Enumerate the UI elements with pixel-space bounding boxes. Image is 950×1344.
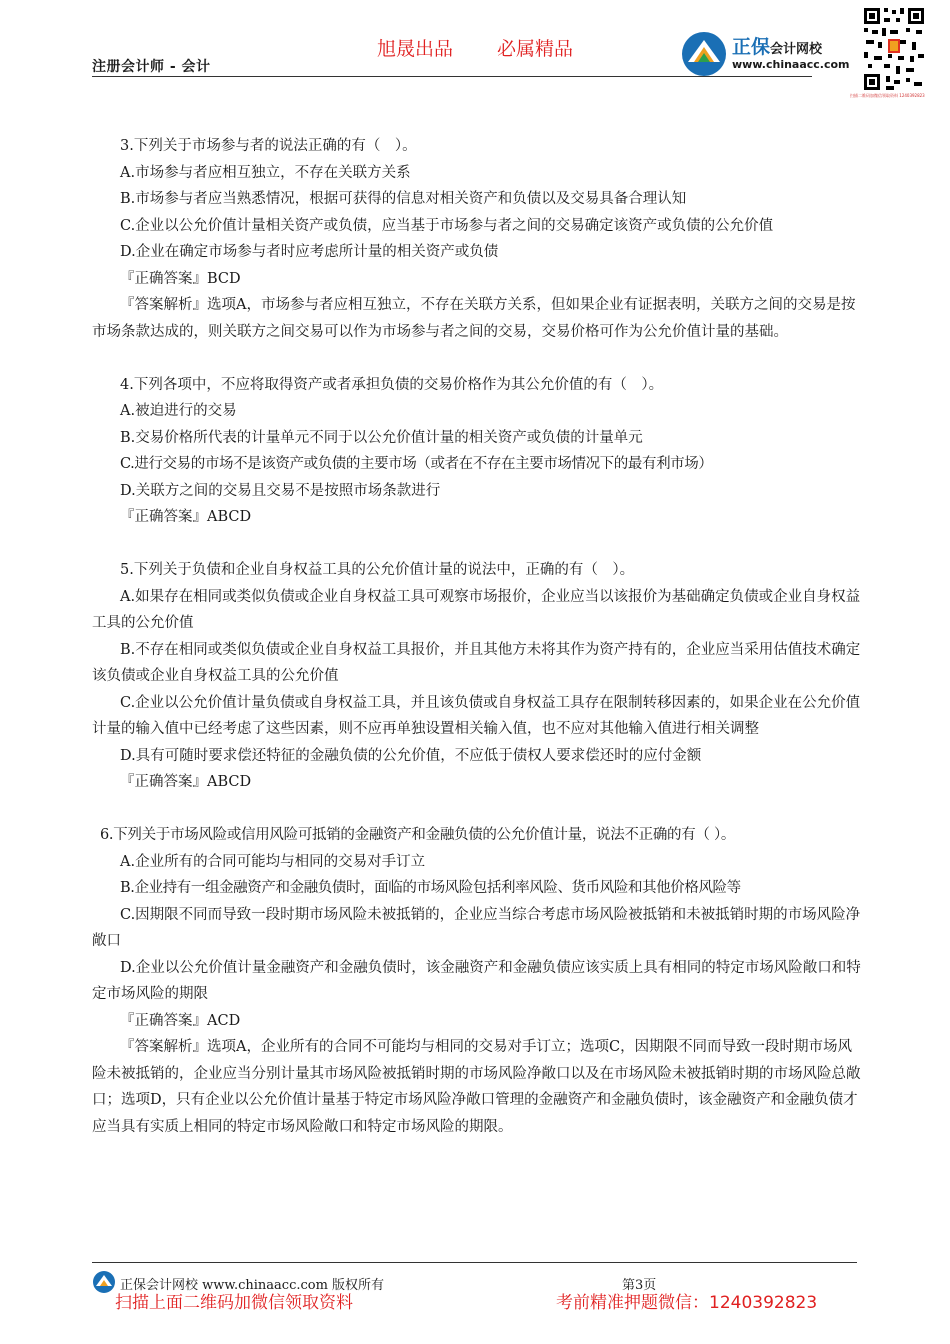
question-3-option-c: C.企业以公允价值计量相关资产或负债，应当基于市场参与者之间的交易确定该资产或负债的公允价值 [120, 217, 774, 234]
question-4-option-a: A.被迫进行的交易 [120, 403, 237, 419]
question-3-option-d: D.企业在确定市场参与者时应考虑所计量的相关资产或负债 [120, 244, 499, 260]
footer-promo-right: 考前精准押题微信：1240392823 [556, 1293, 818, 1313]
question-6-option-b: B.企业持有一组金融资产和金融负债时，面临的市场风险包括利率风险、货币风险和其他价格风险等 [120, 880, 741, 896]
question-3-option-b: B.市场参与者应当熟悉情况，根据可获得的信息对相关资产和负债以及交易具备合理认知 [120, 191, 687, 207]
question-4-option-c: C.进行交易的市场不是该资产或负债的主要市场（或者在不存在主要市场情况下的最有利市场） [120, 456, 713, 472]
logo-sub: 会计网校 [770, 42, 823, 57]
chinaacc-logo [680, 30, 860, 78]
question-5-option-c: C.企业以公允价值计量负债或自身权益工具，并且该负债或自身权益工具存在限制转移因素的，如果企业在公允价值计量的输入值中已经考虑了这些因素，则不应再单独设置相关输入值，也不应对其他输入值进行相关调整 [92, 694, 861, 737]
question-3-answer: 『正确答案』BCD [120, 270, 241, 287]
qr-caption: 扫描二维码加微信领取资料 1240392823 [850, 93, 925, 98]
header-subject-title: 注册会计师 - 会计 [92, 59, 211, 75]
question-5-answer: 『正确答案』ABCD [120, 774, 252, 790]
question-6-analysis: 『答案解析』选项A，企业所有的合同不可能均与相同的交易对手订立；选项C，因期限不同而导致一段时期市场风险未被抵销的，企业应当分别计量其市场风险被抵销时期的市场风险净敞口以及在市场风险未被抵销时期的市场风险总敞口；选项D，只有企业以公允价值计量基于特定市场风险净敞口管理的金融资产和金融负债时，该金融资产和金融负债才应当具有实质上相同的特定市场风险敞口和特定市场风险的期限。 [92, 1039, 861, 1135]
logo-name: 正保 [732, 36, 771, 58]
question-4-stem: 4.下列各项中，不应将取得资产或者承担负债的交易价格作为其公允价值的有（ ）。 [120, 376, 664, 393]
question-5-option-b: B.不存在相同或类似负债或企业自身权益工具报价，并且其他方未将其作为资产持有的，企业应当采用估值技术确定该负债或企业自身权益工具的公允价值 [92, 641, 861, 684]
question-4-option-d: D.关联方之间的交易且交易不是按照市场条款进行 [120, 482, 441, 499]
question-5-option-a: A.如果存在相同或类似负债或企业自身权益工具可观察市场报价，企业应当以该报价为基础确定负债或企业自身权益工具的公允价值 [92, 588, 861, 631]
question-5-stem: 5.下列关于负债和企业自身权益工具的公允价值计量的说法中，正确的有（ ）。 [120, 562, 635, 578]
question-3-stem: 3.下列关于市场参与者的说法正确的有（ ）。 [120, 138, 417, 154]
page-number: 第3页 [622, 1278, 657, 1293]
question-6-stem: 6.下列关于市场风险或信用风险可抵销的金融资产和金融负债的公允价值计量，说法不正确的有（ ）。 [100, 827, 736, 843]
footer-copyright: 正保会计网校 www.chinaacc.com 版权所有 [120, 1278, 385, 1293]
question-6-option-d: D.企业以公允价值计量金融资产和金融负债时，该金融资产和金融负债应该实质上具有相同的特定市场风险敞口和特定市场风险的期限 [92, 959, 861, 1002]
question-4-answer: 『正确答案』ABCD [120, 509, 252, 525]
question-6-answer: 『正确答案』ACD [120, 1012, 241, 1029]
question-6-option-a: A.企业所有的合同可能均与相同的交易对手订立 [120, 853, 426, 870]
logo-emblem-icon [680, 30, 728, 78]
question-4-option-b: B.交易价格所代表的计量单元不同于以公允价值计量的相关资产或负债的计量单元 [120, 429, 643, 446]
logo-title [732, 32, 822, 59]
footer-divider [92, 1262, 857, 1263]
logo-url: www.chinaacc.com [732, 58, 850, 71]
footer-promo-left: 扫描上面二维码加微信领取资料 [115, 1293, 353, 1313]
header-promo-right: 必属精品 [497, 38, 574, 60]
footer-logo-icon [92, 1270, 116, 1294]
question-6-option-c: C.因期限不同而导致一段时期市场风险未被抵销的，企业应当综合考虑市场风险被抵销和未被抵销时期的市场风险净敞口 [92, 906, 861, 949]
question-5-option-d: D.具有可随时要求偿还特征的金融负债的公允价值，不应低于债权人要求偿还时的应付金额 [120, 747, 702, 764]
question-3-option-a: A.市场参与者应相互独立，不存在关联方关系 [120, 164, 411, 181]
header-promo-left: 旭晟出品 [377, 38, 454, 60]
question-list [92, 133, 862, 1140]
qr-code-icon [862, 6, 926, 92]
question-3-analysis: 『答案解析』选项A，市场参与者应相互独立，不存在关联方关系，但如果企业有证据表明，关联方之间的交易是按市场条款达成的，则关联方之间交易可以作为市场参与者之间的交易，交易价格可作为公允价值计量的基础。 [92, 297, 856, 340]
